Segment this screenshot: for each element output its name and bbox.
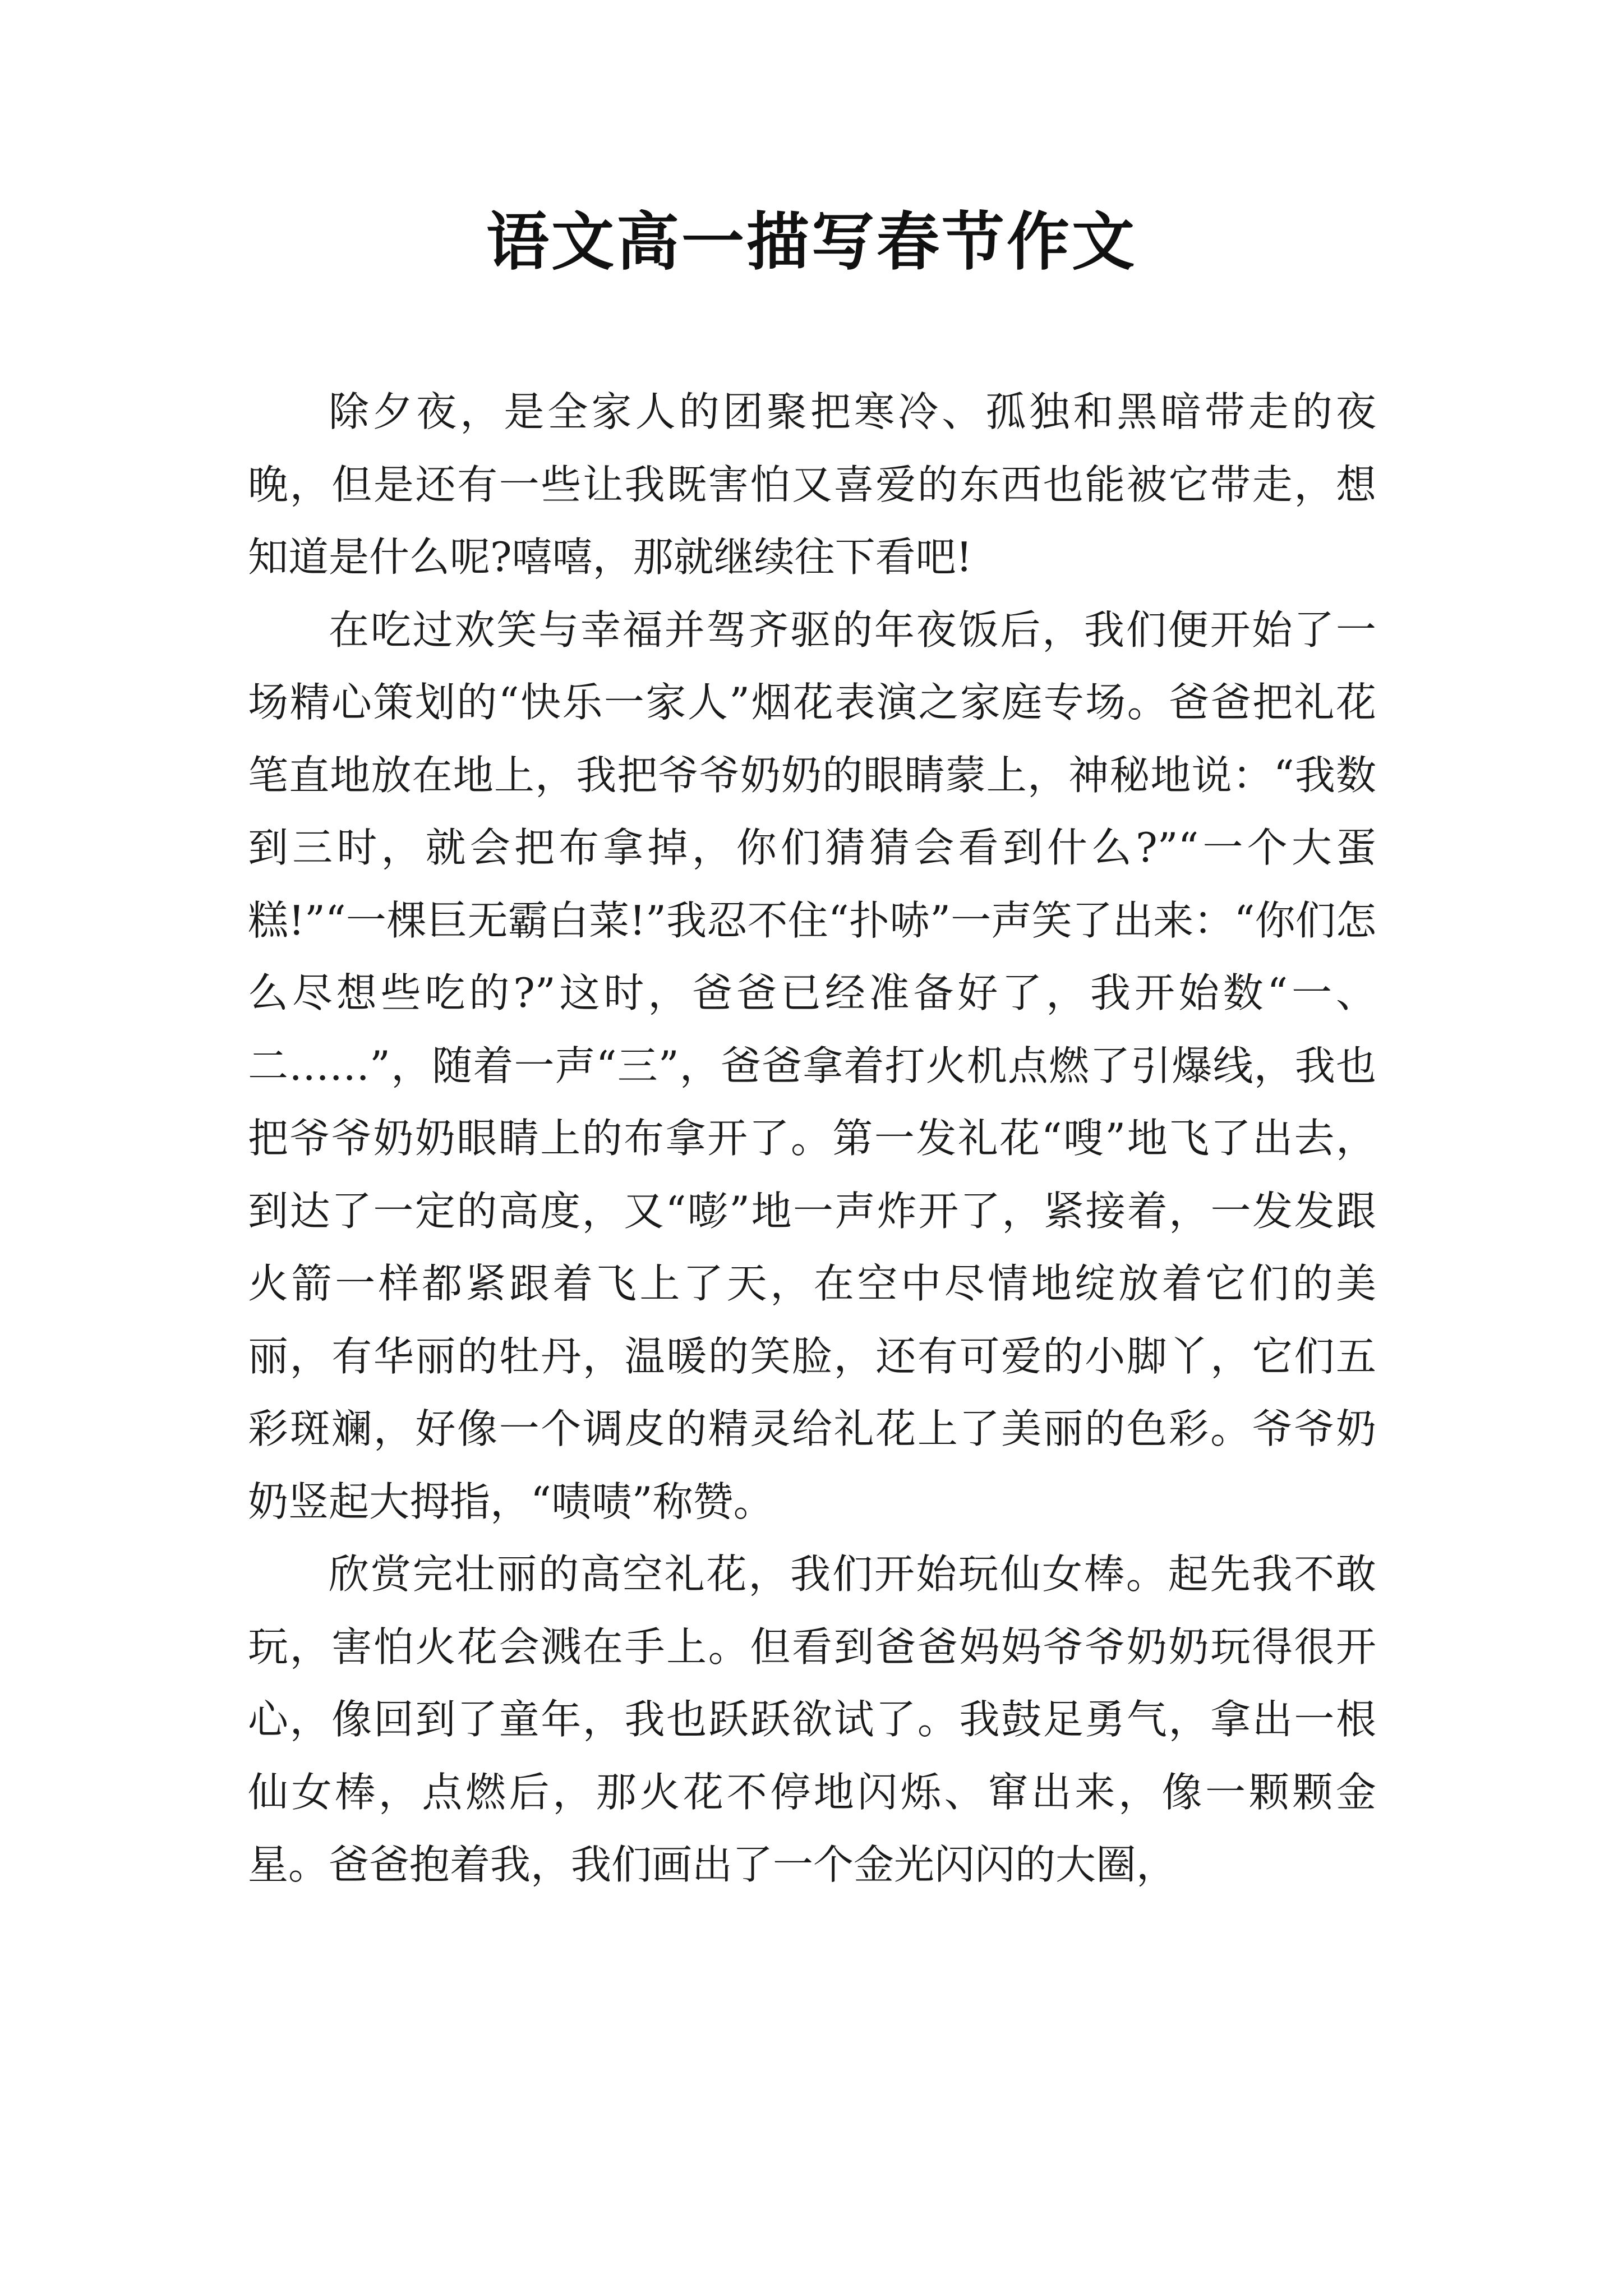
paragraph: 除夕夜，是全家人的团聚把寒冷、孤独和黑暗带走的夜晚，但是还有一些让我既害怕又喜爱的东西也能被它带走，想知道是什么呢?嘻嘻，那就继续往下看吧! xyxy=(248,388,1376,581)
paragraph: 在吃过欢笑与幸福并驾齐驱的年夜饭后，我们便开始了一场精心策划的“快乐一家人”烟花表演之家庭专场。爸爸把礼花笔直地放在地上，我把爷爷奶奶的眼睛蒙上，神秘地说：“我数到三时，就会把布拿掉，你们猜猜会看到什么?”“一个大蛋糕!”“一棵巨无霸白菜!”我忍不住“扑哧”一声笑了出来：“你们怎么尽想些吃的?”这时，爸爸已经准备好了，我开始数“一、二……”，随着一声“三”，爸爸拿着打火机点燃了引爆线，我也把爷爷奶奶眼睛上的布拿开了。第一发礼花“嗖”地飞了出去，到达了一定的高度，又“嘭”地一声炸开了，紧接着，一发发跟火箭一样都紧跟着飞上了天，在空中尽情地绽放着它们的美丽，有华丽的牡丹，温暖的笑脸，还有可爱的小脚丫，它们五彩斑斓，好像一个调皮的精灵给礼花上了美丽的色彩。爷爷奶奶竖起大拇指，“啧啧”称赞。 xyxy=(248,606,1376,1525)
document-title: 语文高一描写春节作文 xyxy=(486,205,1137,279)
document-body xyxy=(248,376,1376,1902)
paragraph: 欣赏完壮丽的高空礼花，我们开始玩仙女棒。起先我不敢玩，害怕火花会溅在手上。但看到爸爸妈妈爷爷奶奶玩得很开心，像回到了童年，我也跃跃欲试了。我鼓足勇气，拿出一根仙女棒，点燃后，那火花不停地闪烁、窜出来，像一颗颗金星。爸爸抱着我，我们画出了一个金光闪闪的大圈， xyxy=(248,1550,1376,1888)
